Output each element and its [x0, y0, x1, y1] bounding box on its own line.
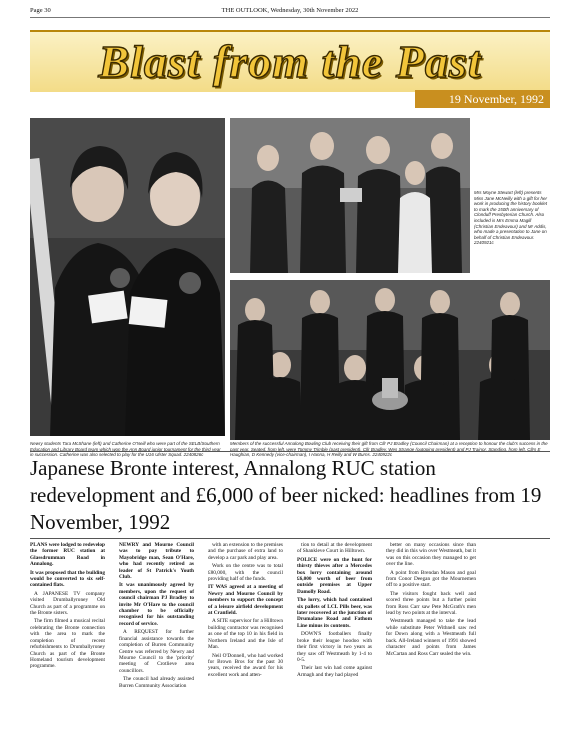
paragraph: tion to detail at the development of Shankleve Court in Hilltown. — [297, 542, 372, 555]
paragraph: A JAPANESE TV company visited Drumballyroney Old Church as part of a programme on the Bronte sisters. — [30, 590, 105, 617]
column-5 — [386, 542, 476, 659]
paragraph: Their last win had come against Armagh and they had played — [297, 665, 372, 678]
paragraph: Work on the centre was to total £80,000, with the council providing half of the funds. — [208, 563, 283, 583]
paragraph: Neil O'Donnell, who had worked for Brown Bros for the past 30 years, received the award for his excellent work and atten- — [208, 652, 283, 678]
paragraph: Westmeath managed to take the lead while substitute Peter Withnell saw red for Down along with a Westmeath full back. All-Ireland winners of 1991 showed character and points from James McCartan and Ross Carr sealed the win. — [386, 618, 476, 657]
photo-presentation — [230, 118, 470, 273]
article-headline: Japanese Bronte interest, Annalong RUC station redevelopment and £6,000 of beer nicked: headlines from 19 November, 1992 — [30, 456, 542, 534]
divider-top — [30, 451, 550, 452]
photo-bowling-club — [230, 280, 550, 440]
section-banner — [30, 30, 550, 92]
paragraph: with an extension to the premises and the purchase of extra land to develop a car park and play area. — [208, 542, 283, 561]
paragraph: The lorry, which had contained six pallets of LCL Pills beer, was later recovered at the junction of Drumalane Road and Fathom Line minus its contents. — [297, 597, 372, 629]
article-body — [30, 542, 550, 732]
column-4 — [297, 542, 372, 680]
paragraph: DOWN'S footballers finally broke their league hoodoo with their first victory in two years as they saw off Westmeath by 1-4 to 0-5. — [297, 631, 372, 663]
publication-line: THE OUTLOOK, Wednesday, 30th November 2022 — [221, 7, 359, 14]
paragraph: NEWRY and Mourne Council was to pay tribute to Mayobridge man, Sean O'Hare, who had recently retired as leader of St Patrick's Youth Club. — [119, 542, 194, 581]
paragraph: The council had already assisted Burren Community Association — [119, 676, 194, 689]
caption-bowling-club: Members of the successful Annalong Bowling Club receiving their gift from Cllr PJ Bradley (Council Chairman) at a reception to honour the club's success in the past year. Seated, from left, were Tommy Trimble (past president), Cllr Bradley, Wes Strange (outgoing president) and PJ Trainor. Standing, from left, Cllrs E Haughian, D Kennedy (vice-chairman), I Hanna, H Reilly and W Burns. 2240922c — [230, 441, 548, 458]
paragraph: The visitors fought back well and scored three points but a further point from Ross Carr saw Pete McGrath's men lead by two points at the interval. — [386, 590, 476, 617]
page-number: Page 30 — [30, 7, 51, 14]
caption-students: Newry students Tara McShane (left) and Catherine O'Neill who were part of the SELB/Southern Education and Library Board team which won the Ann Board junior tournament for the third year in succession. Catherine was also selected to play for the U16 Ulster Squad. 2240826c — [30, 441, 221, 458]
column-3 — [208, 542, 283, 680]
paragraph: It was proposed that the building would be converted to six self-contained flats. — [30, 569, 105, 589]
paragraph: PLANS were lodged to redevelop the former RUC station at Glassdrumman Road in Annalong. — [30, 542, 105, 568]
column-2 — [119, 542, 194, 691]
banner-title: Blast from the Past — [98, 36, 482, 87]
page-header — [30, 5, 550, 18]
divider-bottom — [30, 538, 550, 539]
caption-presentation: Mrs Moyne Stewart (left) presents Miss Jane McNeilly with a gift for her work in producing the history booklet to mark the 150th anniversary of Clonduff Presbyterian Church. Also included is Mrs Emma Magill (Christian Endeavour) and Mr Addis, who made a presentation to Jane on behalf of Christian Endeavour. 2240921c — [474, 190, 548, 246]
paragraph: better on many occasions since than they did in this win over Westmeath, but it was on this occasion they managed to get over the line. — [386, 542, 476, 568]
paragraph: A point from Brendan Mason and goal from Conor Deegan got the Mournemen off to a positive start. — [386, 569, 476, 589]
paragraph: IT WAS agreed at a meeting of Newry and Mourne Council by members to support the concept of a leisure airfield development at Cranfield. — [208, 584, 283, 617]
issue-date-bar: 19 November, 1992 — [415, 90, 550, 108]
paragraph: POLICE were on the hunt for thirsty thieves after a Mercedes box lorry containing around £6,000 worth of beer from outside premises at Upper Damolly Road. — [297, 556, 372, 595]
column-1 — [30, 542, 105, 672]
paragraph: A REQUEST for further financial assistance towards the completion of Burren Community Centre was referred by Newry and Mourne Council to the 'priority' meeting of Crotlieve area councillors. — [119, 629, 194, 674]
paragraph: It was unanimously agreed by members, upon the request of council chairman PJ Bradley to invite Mr O'Hare to the council chamber to be officially recognised for his outstanding record of service. — [119, 582, 194, 627]
paragraph: A SITE supervisor for a Hilltown building contractor was recognised as one of the top 10 in his field in Northern Ireland and the Isle of Man. — [208, 618, 283, 651]
paragraph: The firm filmed a musical recital celebrating the Bronte connection with the area to mark the completion of recent refurbishments to Drumballyroney Church as part of the Bronte Homeland tourism development programme. — [30, 618, 105, 670]
photo-students — [30, 118, 225, 436]
